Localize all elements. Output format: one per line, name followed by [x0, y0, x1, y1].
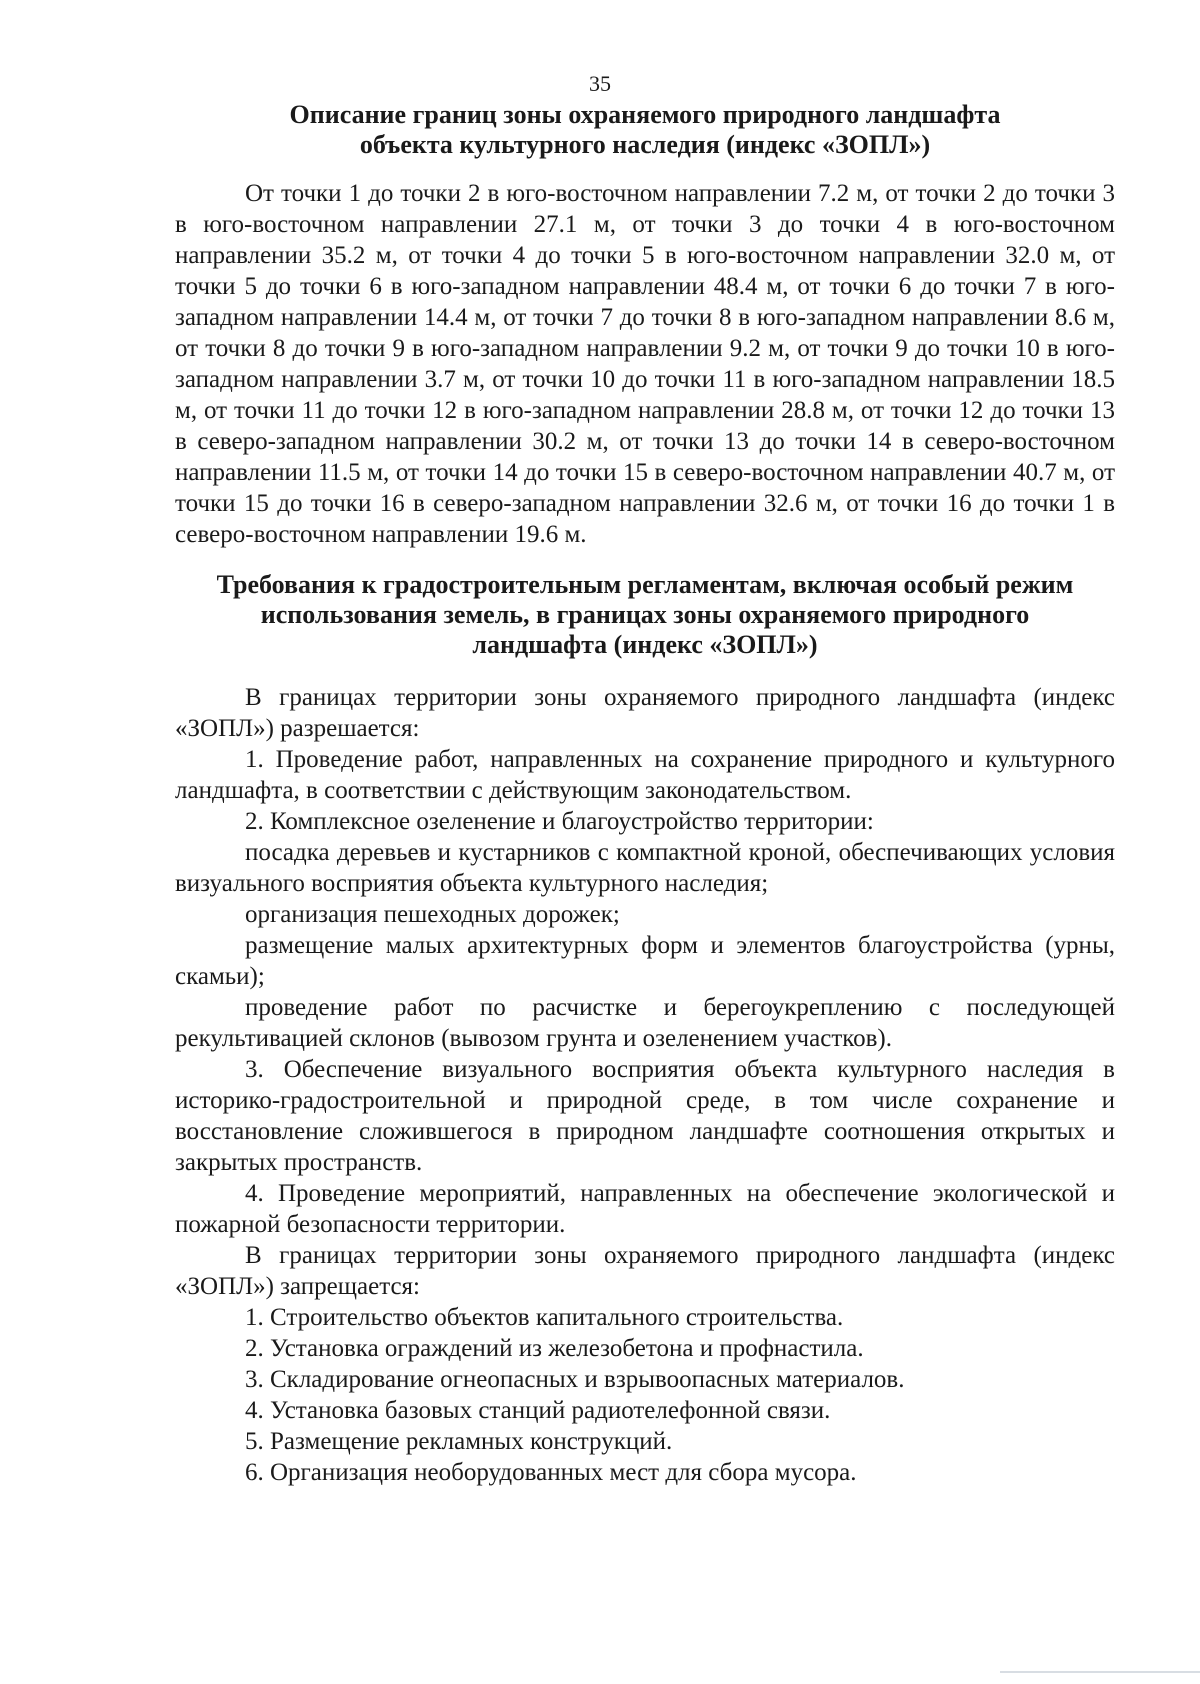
prohibited-item-4: 4. Установка базовых станций радиотелефонной связи. — [245, 1397, 831, 1424]
permitted-subitem-planting: посадка деревьев и кустарников с компактной кроной, обеспечивающих условия визуального восприятия объекта культурного наследия; — [175, 839, 1115, 897]
boundary-description-paragraph: От точки 1 до точки 2 в юго-восточном направлении 7.2 м, от точки 2 до точки 3 в юго-восточном направлении 27.1 м, от точки 3 до точки 4 в юго-восточном направлении 35.2 м, от точки 4 до точки 5 в юго-восточном направлении 32.0 м, от точки 5 до точки 6 в юго-западном направлении 48.4 м, от точки 6 до точки 7 в юго-западном направлении 14.4 м, от точки 7 до точки 8 в юго-западном направлении 8.6 м, от точки 8 до точки 9 в юго-западном направлении 9.2 м, от точки 9 до точки 10 в юго-западном направлении 3.7 м, от точки 10 до точки 11 в юго-западном направлении 18.5 м, от точки 11 до точки 12 в юго-западном направлении 28.8 м, от точки 12 до точки 13 в северо-западном направлении 30.2 м, от точки 13 до точки 14 в северо-восточном направлении 11.5 м, от точки 14 до точки 15 в северо-восточном направлении 40.7 м, от точки 15 до точки 16 в северо-западном направлении 32.6 м, от точки 16 до точки 1 в северо-восточном направлении 19.6 м. — [175, 180, 1115, 548]
permitted-subitem-small-forms: размещение малых архитектурных форм и элементов благоустройства (урны, скамьи); — [175, 932, 1115, 990]
section-1-title-line-1: Описание границ зоны охраняемого природного ландшафта — [289, 100, 1001, 129]
requirements-list — [175, 682, 1115, 1488]
prohibited-item-3: 3. Складирование огнеопасных и взрывоопасных материалов. — [245, 1366, 905, 1393]
permitted-item-4: 4. Проведение мероприятий, направленных на обеспечение экологической и пожарной безопасности территории. — [175, 1180, 1115, 1238]
prohibited-item-5: 5. Размещение рекламных конструкций. — [245, 1428, 673, 1455]
permitted-intro-paragraph: В границах территории зоны охраняемого природного ландшафта (индекс «ЗОПЛ») разрешается: — [175, 684, 1115, 742]
scan-edge-line — [1000, 1671, 1200, 1673]
section-1-title — [175, 100, 1115, 160]
permitted-item-3: 3. Обеспечение визуального восприятия объекта культурного наследия в историко-градостроительной и природной среде, в том числе сохранение и восстановление сложившегося в природном ландшафте соотношения открытых и закрытых пространств. — [175, 1056, 1115, 1176]
section-1-title-line-2: объекта культурного наследия (индекс «ЗОПЛ») — [359, 130, 931, 159]
section-2-title-line-1: Требования к градостроительным регламентам, включая особый режим — [216, 570, 1074, 599]
permitted-item-2: 2. Комплексное озеленение и благоустройство территории: — [245, 808, 874, 835]
page-content — [175, 100, 1115, 1488]
prohibited-intro-paragraph: В границах территории зоны охраняемого природного ландшафта (индекс «ЗОПЛ») запрещается: — [175, 1242, 1115, 1300]
prohibited-item-2: 2. Установка ограждений из железобетона и профнастила. — [245, 1335, 864, 1362]
permitted-subitem-clearing: проведение работ по расчистке и берегоукреплению с последующей рекультивацией склонов (вывозом грунта и озеленением участков). — [175, 994, 1115, 1052]
section-2-title-line-2: использования земель, в границах зоны охраняемого природного — [260, 600, 1030, 629]
prohibited-item-1: 1. Строительство объектов капитального строительства. — [245, 1304, 844, 1331]
prohibited-item-6: 6. Организация необорудованных мест для сбора мусора. — [245, 1459, 857, 1486]
section-2-title-line-3: ландшафта (индекс «ЗОПЛ») — [472, 630, 818, 659]
permitted-item-1: 1. Проведение работ, направленных на сохранение природного и культурного ландшафта, в соответствии с действующим законодательством. — [175, 746, 1115, 804]
permitted-subitem-paths: организация пешеходных дорожек; — [245, 901, 620, 928]
page-number: 35 — [589, 71, 611, 96]
section-2-title — [175, 570, 1115, 660]
